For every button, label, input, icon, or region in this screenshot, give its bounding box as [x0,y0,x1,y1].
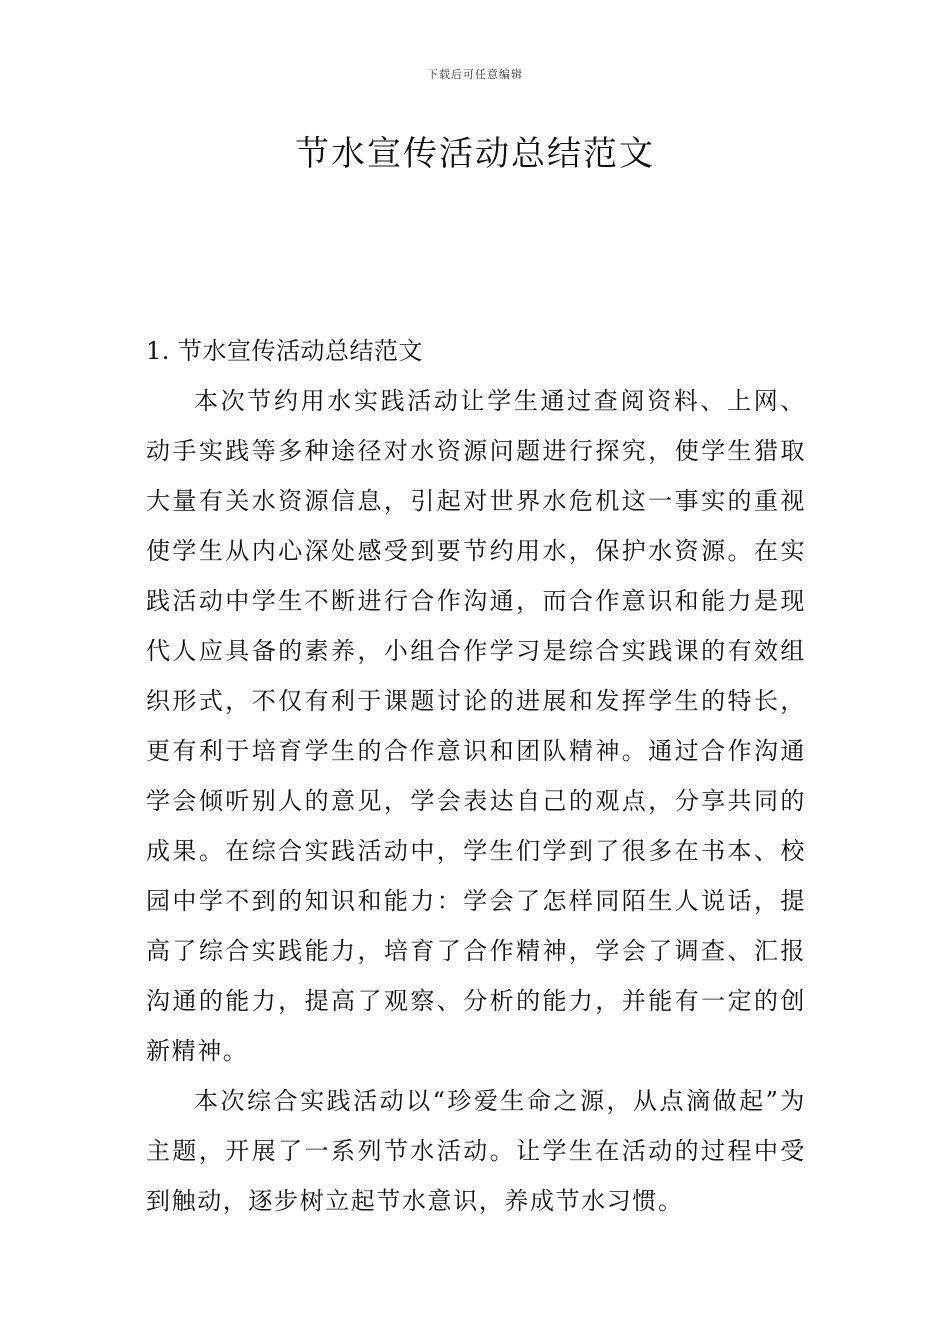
header-note: 下载后可任意编辑 [427,68,523,81]
paragraph-2: 本次综合实践活动以“珍爱生命之源，从点滴做起”为主题，开展了一系列节水活动。让学生在活动的过程中受到触动，逐步树立起节水意识，养成节水习惯。 [146,1087,806,1215]
document-title: 节水宣传活动总结范文 [295,134,655,174]
section-heading: 1. 节水宣传活动总结范文 [146,337,424,365]
document-body [146,326,806,1226]
paragraph-1: 本次节约用水实践活动让学生通过查阅资料、上网、动手实践等多种途径对水资源问题进行探究，使学生猎取大量有关水资源信息，引起对世界水危机这一事实的重视使学生从内心深处感受到要节约用水，保护水资源。在实践活动中学生不断进行合作沟通，而合作意识和能力是现代人应具备的素养，小组合作学习是综合实践课的有效组织形式，不仅有利于课题讨论的进展和发挥学生的特长，更有利于培育学生的合作意识和团队精神。通过合作沟通学会倾听别人的意见，学会表达自己的观点，分享共同的成果。在综合实践活动中，学生们学到了很多在书本、校园中学不到的知识和能力：学会了怎样同陌生人说话，提高了综合实践能力，培育了合作精神，学会了调查、汇报沟通的能力，提高了观察、分析的能力，并能有一定的创新精神。 [146,387,806,1065]
